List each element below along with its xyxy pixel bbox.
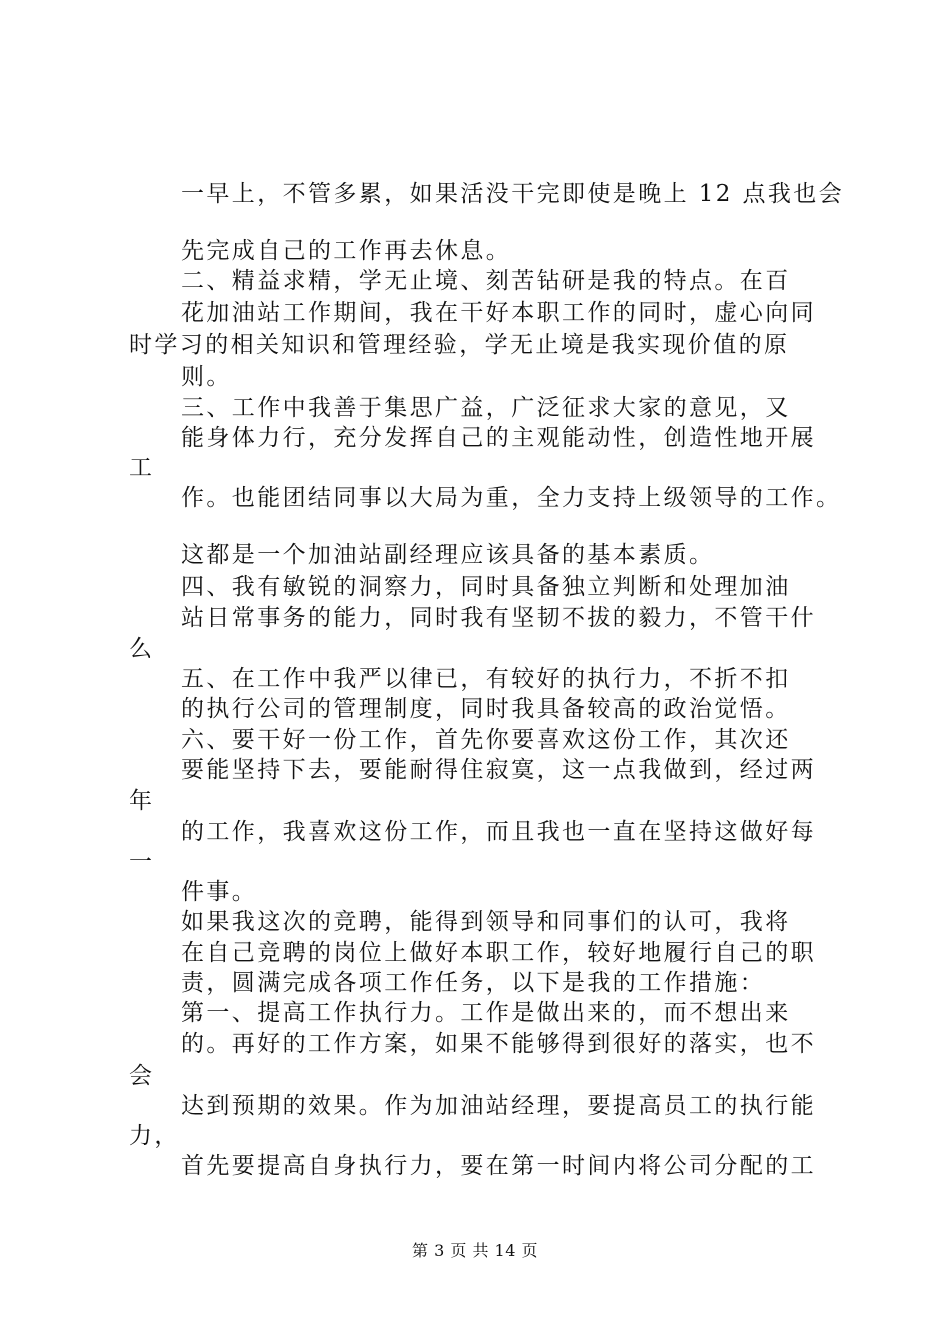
text-line-27: 的。再好的工作方案，如果不能够得到很好的落实，也不 [181,1031,816,1057]
text-line-21: 一 [129,849,155,875]
text-line-9: 工 [129,455,155,481]
text-line-29: 达到预期的效果。作为加油站经理，要提高员工的执行能 [181,1093,816,1119]
text-line-20: 的工作，我喜欢这份工作，而且我也一直在坚持这做好每 [181,819,816,845]
text-line-19: 年 [129,788,155,814]
text-line-22: 件事。 [181,879,258,905]
text-line-4: 花加油站工作期间，我在干好本职工作的同时，虚心向同 [181,300,816,326]
text-line-30: 力， [129,1123,180,1149]
text-line-18: 要能坚持下去，要能耐得住寂寞，这一点我做到，经过两 [181,757,816,783]
text-line-8: 能身体力行，充分发挥自己的主观能动性，创造性地开展 [181,425,816,451]
text-line-2: 先完成自己的工作再去休息。 [181,238,512,264]
text-line-6: 则。 [181,364,232,390]
text-line-24: 在自己竞聘的岗位上做好本职工作，较好地履行自己的职 [181,940,816,966]
text-line-25: 责，圆满完成各项工作任务，以下是我的工作措施： [181,970,766,996]
page-number-footer: 第 3 页 共 14 页 [412,1241,538,1260]
text-line-12: 四、我有敏锐的洞察力，同时具备独立判断和处理加油 [181,574,791,600]
text-line-10: 作。也能团结同事以大局为重，全力支持上级领导的工作。 [181,485,842,511]
text-line-23: 如果我这次的竞聘，能得到领导和同事们的认可，我将 [181,909,791,935]
text-line-31: 首先要提高自身执行力，要在第一时间内将公司分配的工 [181,1153,816,1179]
text-line-14: 么 [129,636,155,662]
text-line-17: 六、要干好一份工作，首先你要喜欢这份工作，其次还 [181,727,791,753]
text-line-26: 第一、提高工作执行力。工作是做出来的，而不想出来 [181,1000,791,1026]
text-line-28: 会 [129,1063,155,1089]
text-line-7: 三、工作中我善于集思广益，广泛征求大家的意见，又 [181,395,791,421]
text-line-1: 一早上，不管多累，如果活没干完即使是晚上 12 点我也会 [181,181,845,207]
text-line-11: 这都是一个加油站副经理应该具备的基本素质。 [181,542,715,568]
text-line-16: 的执行公司的管理制度，同时我具备较高的政治觉悟。 [181,696,791,722]
text-line-15: 五、在工作中我严以律已，有较好的执行力，不折不扣 [181,666,791,692]
text-line-5: 时学习的相关知识和管理经验，学无止境是我实现价值的原 [129,332,790,358]
text-line-3: 二、精益求精，学无止境、刻苦钻研是我的特点。在百 [181,268,791,294]
text-line-13: 站日常事务的能力，同时我有坚韧不拔的毅力，不管干什 [181,605,816,631]
